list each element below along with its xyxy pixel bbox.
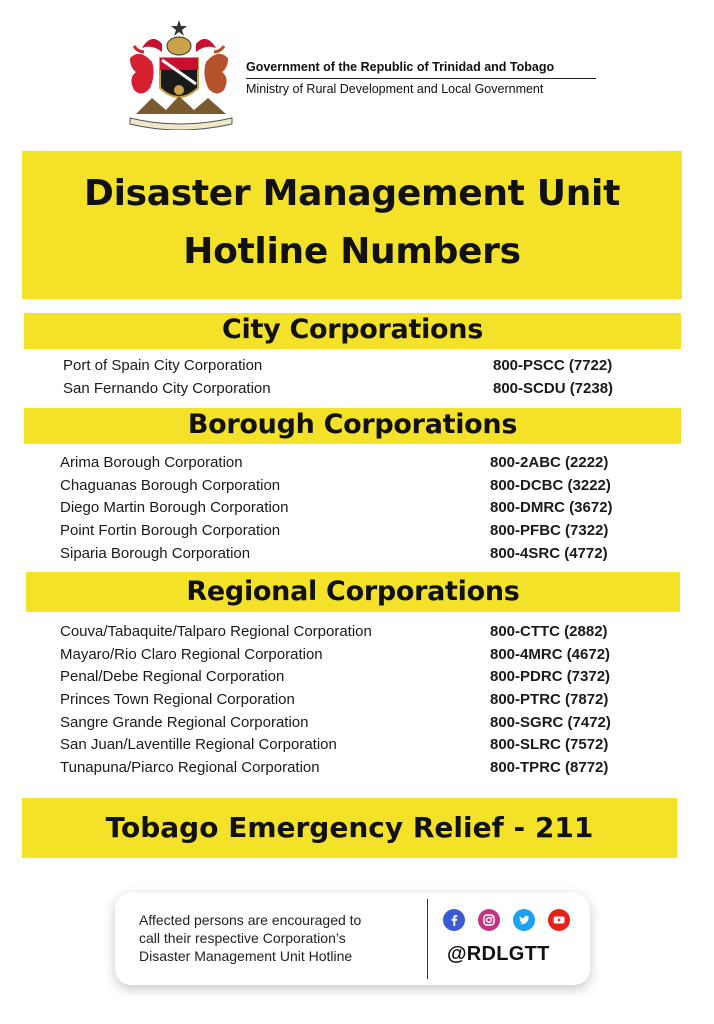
social-handle[interactable]: @RDLGTT [447, 943, 550, 965]
corporation-name: Port of Spain City Corporation [63, 357, 263, 374]
corporation-name: Tunapuna/Piarco Regional Corporation [60, 759, 320, 777]
facebook-icon[interactable] [443, 909, 465, 931]
hotline-number: 800-DCBC (3222) [490, 476, 611, 494]
footer-card [115, 893, 590, 985]
title-line-2: Hotline Numbers [183, 231, 521, 272]
list-item [60, 543, 640, 566]
regional-corporations-list [60, 621, 640, 780]
hotline-number: 800-PDRC (7372) [490, 668, 611, 686]
hotline-number: 800-DMRC (3672) [490, 499, 613, 517]
hotline-number: 800-SCDU (7238) [493, 379, 614, 397]
list-item [60, 712, 640, 735]
page-title [22, 151, 682, 299]
section-heading-city: City Corporations [24, 313, 681, 349]
list-item [60, 497, 640, 520]
corporation-name: Mayaro/Rio Claro Regional Corporation [60, 645, 323, 663]
ministry-name: Ministry of Rural Development and Local Government [246, 82, 544, 96]
footer-message-line: call their respective Corporation’s [139, 930, 346, 946]
social-links [443, 909, 573, 933]
corporation-name: Sangre Grande Regional Corporation [60, 713, 309, 731]
header [122, 18, 602, 130]
corporation-name: Couva/Tabaquite/Talparo Regional Corporation [60, 623, 372, 640]
footer-message [139, 911, 409, 965]
corporation-name: Siparia Borough Corporation [60, 544, 251, 562]
list-item [60, 734, 640, 757]
borough-corporations-list [60, 452, 640, 565]
hotline-number: 800-PSCC (7722) [493, 357, 613, 374]
list-item [63, 355, 643, 378]
corporation-name: Penal/Debe Regional Corporation [60, 668, 285, 686]
list-item [60, 644, 640, 667]
hotline-number: 800-4MRC (4672) [490, 645, 611, 663]
youtube-icon[interactable] [548, 909, 570, 931]
list-item [60, 621, 640, 644]
section-heading-borough: Borough Corporations [24, 408, 681, 444]
section-heading-regional: Regional Corporations [26, 572, 680, 612]
government-heading [246, 60, 596, 96]
corporation-name: San Juan/Laventille Regional Corporation [60, 736, 337, 754]
divider [427, 899, 428, 979]
hotline-number: 800-4SRC (4772) [490, 544, 608, 562]
instagram-icon[interactable] [478, 909, 500, 931]
list-item [63, 378, 643, 401]
city-corporations-list [63, 355, 643, 400]
twitter-icon[interactable] [513, 909, 535, 931]
list-item [60, 666, 640, 689]
corporation-name: Arima Borough Corporation [60, 454, 243, 471]
corporation-name: San Fernando City Corporation [63, 379, 271, 397]
list-item [60, 452, 640, 475]
hotline-number: 800-SGRC (7472) [490, 713, 611, 731]
list-item [60, 689, 640, 712]
corporation-name: Diego Martin Borough Corporation [60, 499, 289, 517]
footer-message-line: Disaster Management Unit Hotline [139, 948, 353, 964]
hotline-number: 800-PFBC (7322) [490, 522, 609, 540]
list-item [60, 757, 640, 780]
tobago-emergency-banner: Tobago Emergency Relief - 211 [22, 798, 677, 858]
hotline-number: 800-CTTC (2882) [490, 623, 608, 640]
hotline-number: 800-PTRC (7872) [490, 691, 609, 709]
coat-of-arms-icon [122, 18, 240, 130]
government-name: Government of the Republic of Trinidad and Tobago [246, 60, 596, 79]
hotline-number: 800-2ABC (2222) [490, 454, 609, 471]
title-line-1: Disaster Management Unit [83, 173, 621, 214]
footer-message-line: Affected persons are encouraged to [139, 912, 362, 928]
corporation-name: Princes Town Regional Corporation [60, 691, 295, 709]
list-item [60, 475, 640, 498]
corporation-name: Chaguanas Borough Corporation [60, 476, 281, 494]
corporation-name: Point Fortin Borough Corporation [60, 522, 281, 540]
list-item [60, 520, 640, 543]
hotline-number: 800-SLRC (7572) [490, 736, 609, 754]
hotline-number: 800-TPRC (8772) [490, 759, 609, 777]
